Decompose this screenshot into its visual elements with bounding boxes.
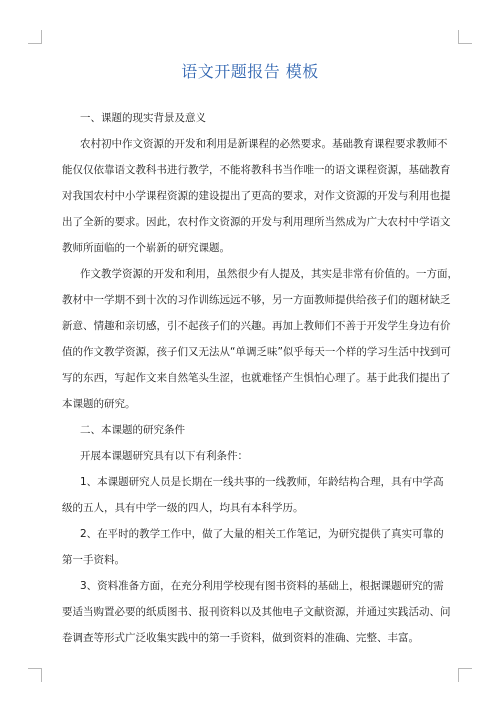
crop-mark-bottom-left [28, 668, 42, 682]
list-item-line: 要适当购置必要的纸质图书、报刊资料以及其他电子文献资源，并通过实践活动、问 [62, 606, 451, 618]
list-item-line: 2、在平时的教学工作中，做了大量的相关工作笔记，为研究提供了真实可靠的 [80, 528, 444, 540]
list-item-line: 1、本课题研究人员是长期在一线共事的一线教师，年龄结构合理，具有中学高 [80, 476, 444, 488]
paragraph-line: 教师所面临的一个崭新的研究课题。 [62, 242, 230, 254]
paragraph-line: 作文教学资源的开发和利用，虽然很少有人提及，其实是非常有价值的。一方面， [80, 268, 458, 280]
section-heading-1: 一、课题的现实背景及意义 [80, 112, 206, 124]
paragraph-line: 农村初中作文资源的开发和利用是新课程的必然要求。基础教育课程要求教师不 [80, 138, 448, 150]
crop-mark-top-right [458, 30, 472, 44]
paragraph-line: 能仅仅依靠语文教科书进行教学，不能将教科书当作唯一的语文课程资源，基础教育 [62, 164, 451, 176]
document-title: 语文开题报告 模板 [181, 62, 319, 81]
list-item-line: 第一手资料。 [62, 554, 125, 566]
crop-mark-bottom-right [458, 668, 472, 682]
list-item-line: 3、资料准备方面，在充分利用学校现有图书资料的基础上，根据课题研究的需 [80, 580, 444, 592]
paragraph-line: 教材中一学期不到十次的习作训练远远不够，另一方面教师提供给孩子们的题材缺乏 [62, 294, 451, 306]
paragraph-line: 本课题的研究。 [62, 398, 136, 410]
paragraph-line: 对我国农村中小学课程资源的建设提出了更高的要求，对作文资源的开发与利用也提 [62, 190, 451, 202]
crop-mark-top-left [28, 30, 42, 44]
paragraph-line: 新意、情趣和亲切感，引不起孩子们的兴趣。再加上教师们不善于开发学生身边有价 [62, 320, 451, 332]
paragraph-line: 出了全新的要求。因此，农村作文资源的开发与利用理所当然成为广大农村中学语文 [62, 216, 451, 228]
paragraph-line: 值的作文教学资源，孩子们又无法从“单调乏味”似乎每天一个样的学习生活中找到可 [62, 346, 451, 358]
paragraph-line: 写的东西，写起作文来自然笔头生涩，也就难怪产生惧怕心理了。基于此我们提出了 [62, 372, 451, 384]
paragraph-line: 开展本课题研究具有以下有利条件： [80, 450, 248, 462]
section-heading-2: 二、本课题的研究条件 [80, 424, 185, 436]
list-item-line: 级的五人，具有中学一级的四人，均具有本科学历。 [62, 502, 304, 514]
list-item-line: 卷调查等形式广泛收集实践中的第一手资料，做到资料的准确、完整、丰富。 [62, 632, 419, 644]
